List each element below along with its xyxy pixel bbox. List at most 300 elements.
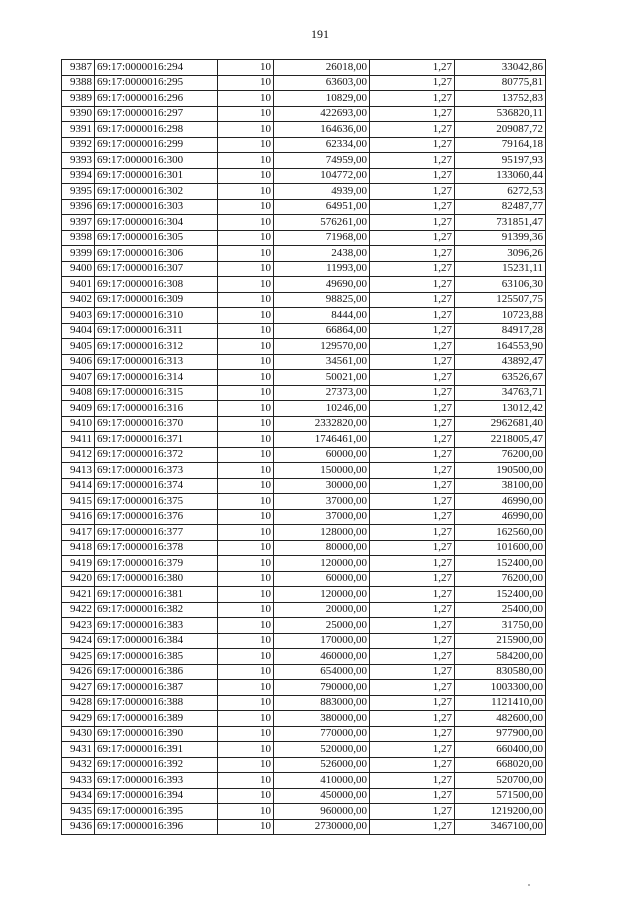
table-row: [62, 246, 546, 262]
result-value-cell: 13752,83: [455, 91, 546, 107]
base-value-cell: 883000,00: [274, 695, 370, 711]
base-value-cell: 60000,00: [274, 447, 370, 463]
table-row: [62, 91, 546, 107]
category-code-cell: 10: [218, 91, 274, 107]
cadastral-number-cell: 69:17:0000016:373: [95, 463, 218, 479]
base-value-cell: 64951,00: [274, 199, 370, 215]
coefficient-cell: 1,27: [370, 60, 455, 76]
coefficient-cell: 1,27: [370, 416, 455, 432]
coefficient-cell: 1,27: [370, 91, 455, 107]
base-value-cell: 120000,00: [274, 587, 370, 603]
coefficient-cell: 1,27: [370, 199, 455, 215]
table-row: [62, 106, 546, 122]
base-value-cell: 164636,00: [274, 122, 370, 138]
result-value-cell: 63106,30: [455, 277, 546, 293]
coefficient-cell: 1,27: [370, 571, 455, 587]
result-value-cell: 2962681,40: [455, 416, 546, 432]
coefficient-cell: 1,27: [370, 323, 455, 339]
cadastral-number-cell: 69:17:0000016:305: [95, 230, 218, 246]
cadastral-number-cell: 69:17:0000016:374: [95, 478, 218, 494]
row-number-cell: 9423: [62, 618, 95, 634]
row-number-cell: 9427: [62, 680, 95, 696]
cadastral-number-cell: 69:17:0000016:390: [95, 726, 218, 742]
category-code-cell: 10: [218, 323, 274, 339]
category-code-cell: 10: [218, 680, 274, 696]
result-value-cell: 584200,00: [455, 649, 546, 665]
result-value-cell: 536820,11: [455, 106, 546, 122]
table-row: [62, 370, 546, 386]
category-code-cell: 10: [218, 478, 274, 494]
table-row: [62, 819, 546, 835]
table-row: [62, 463, 546, 479]
category-code-cell: 10: [218, 695, 274, 711]
result-value-cell: 33042,86: [455, 60, 546, 76]
coefficient-cell: 1,27: [370, 246, 455, 262]
table-row: [62, 804, 546, 820]
category-code-cell: 10: [218, 773, 274, 789]
result-value-cell: 25400,00: [455, 602, 546, 618]
cadastral-number-cell: 69:17:0000016:309: [95, 292, 218, 308]
table-row: [62, 308, 546, 324]
result-value-cell: 1121410,00: [455, 695, 546, 711]
base-value-cell: 37000,00: [274, 494, 370, 510]
row-number-cell: 9436: [62, 819, 95, 835]
result-value-cell: 977900,00: [455, 726, 546, 742]
cadastral-number-cell: 69:17:0000016:385: [95, 649, 218, 665]
category-code-cell: 10: [218, 385, 274, 401]
coefficient-cell: 1,27: [370, 432, 455, 448]
base-value-cell: 71968,00: [274, 230, 370, 246]
base-value-cell: 25000,00: [274, 618, 370, 634]
base-value-cell: 74959,00: [274, 153, 370, 169]
row-number-cell: 9429: [62, 711, 95, 727]
cadastral-number-cell: 69:17:0000016:304: [95, 215, 218, 231]
category-code-cell: 10: [218, 230, 274, 246]
cadastral-number-cell: 69:17:0000016:396: [95, 819, 218, 835]
cadastral-number-cell: 69:17:0000016:297: [95, 106, 218, 122]
table-row: [62, 230, 546, 246]
base-value-cell: 8444,00: [274, 308, 370, 324]
cadastral-number-cell: 69:17:0000016:294: [95, 60, 218, 76]
table-row: [62, 122, 546, 138]
cadastral-number-cell: 69:17:0000016:316: [95, 401, 218, 417]
coefficient-cell: 1,27: [370, 308, 455, 324]
table-row: [62, 742, 546, 758]
table-row: [62, 602, 546, 618]
cadastral-number-cell: 69:17:0000016:380: [95, 571, 218, 587]
row-number-cell: 9391: [62, 122, 95, 138]
row-number-cell: 9402: [62, 292, 95, 308]
table-row: [62, 664, 546, 680]
coefficient-cell: 1,27: [370, 447, 455, 463]
coefficient-cell: 1,27: [370, 649, 455, 665]
result-value-cell: 482600,00: [455, 711, 546, 727]
base-value-cell: 380000,00: [274, 711, 370, 727]
table-row: [62, 618, 546, 634]
category-code-cell: 10: [218, 494, 274, 510]
cadastral-number-cell: 69:17:0000016:379: [95, 556, 218, 572]
row-number-cell: 9415: [62, 494, 95, 510]
category-code-cell: 10: [218, 184, 274, 200]
coefficient-cell: 1,27: [370, 773, 455, 789]
table-row: [62, 75, 546, 91]
row-number-cell: 9416: [62, 509, 95, 525]
result-value-cell: 162560,00: [455, 525, 546, 541]
cadastral-number-cell: 69:17:0000016:378: [95, 540, 218, 556]
table-row: [62, 261, 546, 277]
coefficient-cell: 1,27: [370, 742, 455, 758]
base-value-cell: 62334,00: [274, 137, 370, 153]
result-value-cell: 2218005,47: [455, 432, 546, 448]
coefficient-cell: 1,27: [370, 184, 455, 200]
table-row: [62, 494, 546, 510]
row-number-cell: 9394: [62, 168, 95, 184]
table-row: [62, 571, 546, 587]
coefficient-cell: 1,27: [370, 664, 455, 680]
result-value-cell: 6272,53: [455, 184, 546, 200]
base-value-cell: 120000,00: [274, 556, 370, 572]
result-value-cell: 1219200,00: [455, 804, 546, 820]
result-value-cell: 101600,00: [455, 540, 546, 556]
coefficient-cell: 1,27: [370, 168, 455, 184]
base-value-cell: 960000,00: [274, 804, 370, 820]
base-value-cell: 129570,00: [274, 339, 370, 355]
result-value-cell: 215900,00: [455, 633, 546, 649]
result-value-cell: 34763,71: [455, 385, 546, 401]
cadastral-number-cell: 69:17:0000016:388: [95, 695, 218, 711]
row-number-cell: 9418: [62, 540, 95, 556]
coefficient-cell: 1,27: [370, 494, 455, 510]
base-value-cell: 11993,00: [274, 261, 370, 277]
category-code-cell: 10: [218, 757, 274, 773]
coefficient-cell: 1,27: [370, 633, 455, 649]
cadastral-number-cell: 69:17:0000016:300: [95, 153, 218, 169]
category-code-cell: 10: [218, 308, 274, 324]
coefficient-cell: 1,27: [370, 618, 455, 634]
cadastral-number-cell: 69:17:0000016:312: [95, 339, 218, 355]
cadastral-number-cell: 69:17:0000016:301: [95, 168, 218, 184]
base-value-cell: 20000,00: [274, 602, 370, 618]
category-code-cell: 10: [218, 556, 274, 572]
category-code-cell: 10: [218, 649, 274, 665]
row-number-cell: 9428: [62, 695, 95, 711]
category-code-cell: 10: [218, 401, 274, 417]
cadastral-number-cell: 69:17:0000016:308: [95, 277, 218, 293]
coefficient-cell: 1,27: [370, 602, 455, 618]
table-row: [62, 556, 546, 572]
coefficient-cell: 1,27: [370, 587, 455, 603]
row-number-cell: 9432: [62, 757, 95, 773]
row-number-cell: 9389: [62, 91, 95, 107]
base-value-cell: 27373,00: [274, 385, 370, 401]
coefficient-cell: 1,27: [370, 478, 455, 494]
row-number-cell: 9434: [62, 788, 95, 804]
coefficient-cell: 1,27: [370, 695, 455, 711]
cadastral-number-cell: 69:17:0000016:375: [95, 494, 218, 510]
result-value-cell: 731851,47: [455, 215, 546, 231]
cadastral-number-cell: 69:17:0000016:391: [95, 742, 218, 758]
category-code-cell: 10: [218, 122, 274, 138]
coefficient-cell: 1,27: [370, 804, 455, 820]
base-value-cell: 170000,00: [274, 633, 370, 649]
base-value-cell: 63603,00: [274, 75, 370, 91]
category-code-cell: 10: [218, 370, 274, 386]
row-number-cell: 9399: [62, 246, 95, 262]
result-value-cell: 209087,72: [455, 122, 546, 138]
result-value-cell: 125507,75: [455, 292, 546, 308]
result-value-cell: 520700,00: [455, 773, 546, 789]
row-number-cell: 9392: [62, 137, 95, 153]
category-code-cell: 10: [218, 137, 274, 153]
coefficient-cell: 1,27: [370, 726, 455, 742]
row-number-cell: 9403: [62, 308, 95, 324]
registry-table-body: [62, 60, 546, 835]
row-number-cell: 9393: [62, 153, 95, 169]
cadastral-number-cell: 69:17:0000016:377: [95, 525, 218, 541]
category-code-cell: 10: [218, 804, 274, 820]
category-code-cell: 10: [218, 277, 274, 293]
category-code-cell: 10: [218, 153, 274, 169]
result-value-cell: 46990,00: [455, 494, 546, 510]
category-code-cell: 10: [218, 416, 274, 432]
table-row: [62, 757, 546, 773]
coefficient-cell: 1,27: [370, 788, 455, 804]
table-row: [62, 153, 546, 169]
coefficient-cell: 1,27: [370, 509, 455, 525]
result-value-cell: 31750,00: [455, 618, 546, 634]
coefficient-cell: 1,27: [370, 711, 455, 727]
base-value-cell: 60000,00: [274, 571, 370, 587]
result-value-cell: 91399,36: [455, 230, 546, 246]
coefficient-cell: 1,27: [370, 215, 455, 231]
coefficient-cell: 1,27: [370, 75, 455, 91]
table-row: [62, 649, 546, 665]
base-value-cell: 460000,00: [274, 649, 370, 665]
coefficient-cell: 1,27: [370, 819, 455, 835]
result-value-cell: 571500,00: [455, 788, 546, 804]
base-value-cell: 790000,00: [274, 680, 370, 696]
table-row: [62, 385, 546, 401]
coefficient-cell: 1,27: [370, 540, 455, 556]
base-value-cell: 654000,00: [274, 664, 370, 680]
base-value-cell: 520000,00: [274, 742, 370, 758]
row-number-cell: 9407: [62, 370, 95, 386]
result-value-cell: 43892,47: [455, 354, 546, 370]
table-row: [62, 401, 546, 417]
page-number: 191: [311, 27, 329, 41]
base-value-cell: 49690,00: [274, 277, 370, 293]
base-value-cell: 410000,00: [274, 773, 370, 789]
base-value-cell: 10829,00: [274, 91, 370, 107]
category-code-cell: 10: [218, 60, 274, 76]
row-number-cell: 9398: [62, 230, 95, 246]
cadastral-number-cell: 69:17:0000016:395: [95, 804, 218, 820]
cadastral-number-cell: 69:17:0000016:315: [95, 385, 218, 401]
result-value-cell: 10723,88: [455, 308, 546, 324]
cadastral-number-cell: 69:17:0000016:394: [95, 788, 218, 804]
table-row: [62, 184, 546, 200]
cadastral-number-cell: 69:17:0000016:306: [95, 246, 218, 262]
table-row: [62, 137, 546, 153]
result-value-cell: 79164,18: [455, 137, 546, 153]
row-number-cell: 9396: [62, 199, 95, 215]
row-number-cell: 9395: [62, 184, 95, 200]
coefficient-cell: 1,27: [370, 680, 455, 696]
table-row: [62, 587, 546, 603]
table-row: [62, 680, 546, 696]
result-value-cell: 63526,67: [455, 370, 546, 386]
result-value-cell: 84917,28: [455, 323, 546, 339]
table-row: [62, 711, 546, 727]
category-code-cell: 10: [218, 711, 274, 727]
base-value-cell: 98825,00: [274, 292, 370, 308]
row-number-cell: 9424: [62, 633, 95, 649]
table-row: [62, 416, 546, 432]
cadastral-number-cell: 69:17:0000016:298: [95, 122, 218, 138]
coefficient-cell: 1,27: [370, 339, 455, 355]
row-number-cell: 9412: [62, 447, 95, 463]
table-row: [62, 726, 546, 742]
coefficient-cell: 1,27: [370, 137, 455, 153]
base-value-cell: 2438,00: [274, 246, 370, 262]
coefficient-cell: 1,27: [370, 401, 455, 417]
table-row: [62, 633, 546, 649]
row-number-cell: 9422: [62, 602, 95, 618]
cadastral-number-cell: 69:17:0000016:387: [95, 680, 218, 696]
base-value-cell: 770000,00: [274, 726, 370, 742]
coefficient-cell: 1,27: [370, 385, 455, 401]
table-row: [62, 788, 546, 804]
cadastral-number-cell: 69:17:0000016:393: [95, 773, 218, 789]
category-code-cell: 10: [218, 168, 274, 184]
row-number-cell: 9410: [62, 416, 95, 432]
coefficient-cell: 1,27: [370, 106, 455, 122]
category-code-cell: 10: [218, 106, 274, 122]
base-value-cell: 80000,00: [274, 540, 370, 556]
table-row: [62, 525, 546, 541]
cadastral-number-cell: 69:17:0000016:381: [95, 587, 218, 603]
coefficient-cell: 1,27: [370, 354, 455, 370]
cadastral-number-cell: 69:17:0000016:310: [95, 308, 218, 324]
table-row: [62, 509, 546, 525]
result-value-cell: 76200,00: [455, 447, 546, 463]
result-value-cell: 13012,42: [455, 401, 546, 417]
cadastral-number-cell: 69:17:0000016:296: [95, 91, 218, 107]
result-value-cell: 830580,00: [455, 664, 546, 680]
cadastral-number-cell: 69:17:0000016:372: [95, 447, 218, 463]
coefficient-cell: 1,27: [370, 556, 455, 572]
coefficient-cell: 1,27: [370, 230, 455, 246]
cadastral-number-cell: 69:17:0000016:371: [95, 432, 218, 448]
table-row: [62, 540, 546, 556]
category-code-cell: 10: [218, 525, 274, 541]
category-code-cell: 10: [218, 339, 274, 355]
row-number-cell: 9400: [62, 261, 95, 277]
row-number-cell: 9387: [62, 60, 95, 76]
result-value-cell: 46990,00: [455, 509, 546, 525]
category-code-cell: 10: [218, 246, 274, 262]
category-code-cell: 10: [218, 540, 274, 556]
category-code-cell: 10: [218, 819, 274, 835]
category-code-cell: 10: [218, 354, 274, 370]
result-value-cell: 190500,00: [455, 463, 546, 479]
coefficient-cell: 1,27: [370, 525, 455, 541]
base-value-cell: 10246,00: [274, 401, 370, 417]
base-value-cell: 450000,00: [274, 788, 370, 804]
cadastral-number-cell: 69:17:0000016:376: [95, 509, 218, 525]
base-value-cell: 128000,00: [274, 525, 370, 541]
cadastral-number-cell: 69:17:0000016:303: [95, 199, 218, 215]
cadastral-number-cell: 69:17:0000016:302: [95, 184, 218, 200]
category-code-cell: 10: [218, 742, 274, 758]
row-number-cell: 9413: [62, 463, 95, 479]
category-code-cell: 10: [218, 509, 274, 525]
result-value-cell: 3096,26: [455, 246, 546, 262]
table-row: [62, 432, 546, 448]
row-number-cell: 9411: [62, 432, 95, 448]
base-value-cell: 1746461,00: [274, 432, 370, 448]
row-number-cell: 9419: [62, 556, 95, 572]
cadastral-number-cell: 69:17:0000016:389: [95, 711, 218, 727]
table-row: [62, 199, 546, 215]
cadastral-number-cell: 69:17:0000016:384: [95, 633, 218, 649]
category-code-cell: 10: [218, 664, 274, 680]
cadastral-number-cell: 69:17:0000016:313: [95, 354, 218, 370]
category-code-cell: 10: [218, 75, 274, 91]
base-value-cell: 2730000,00: [274, 819, 370, 835]
row-number-cell: 9426: [62, 664, 95, 680]
row-number-cell: 9397: [62, 215, 95, 231]
registry-table: [61, 59, 546, 835]
table-row: [62, 339, 546, 355]
row-number-cell: 9425: [62, 649, 95, 665]
base-value-cell: 66864,00: [274, 323, 370, 339]
result-value-cell: 82487,77: [455, 199, 546, 215]
category-code-cell: 10: [218, 587, 274, 603]
result-value-cell: 152400,00: [455, 587, 546, 603]
result-value-cell: 152400,00: [455, 556, 546, 572]
row-number-cell: 9421: [62, 587, 95, 603]
category-code-cell: 10: [218, 602, 274, 618]
result-value-cell: 76200,00: [455, 571, 546, 587]
cadastral-number-cell: 69:17:0000016:311: [95, 323, 218, 339]
cadastral-number-cell: 69:17:0000016:386: [95, 664, 218, 680]
coefficient-cell: 1,27: [370, 757, 455, 773]
table-row: [62, 277, 546, 293]
table-row: [62, 447, 546, 463]
row-number-cell: 9406: [62, 354, 95, 370]
cadastral-number-cell: 69:17:0000016:295: [95, 75, 218, 91]
category-code-cell: 10: [218, 215, 274, 231]
base-value-cell: 37000,00: [274, 509, 370, 525]
base-value-cell: 2332820,00: [274, 416, 370, 432]
cadastral-number-cell: 69:17:0000016:307: [95, 261, 218, 277]
base-value-cell: 150000,00: [274, 463, 370, 479]
table-row: [62, 354, 546, 370]
table-row: [62, 168, 546, 184]
base-value-cell: 4939,00: [274, 184, 370, 200]
category-code-cell: 10: [218, 788, 274, 804]
base-value-cell: 526000,00: [274, 757, 370, 773]
result-value-cell: 133060,44: [455, 168, 546, 184]
cadastral-number-cell: 69:17:0000016:314: [95, 370, 218, 386]
result-value-cell: 15231,11: [455, 261, 546, 277]
base-value-cell: 30000,00: [274, 478, 370, 494]
category-code-cell: 10: [218, 618, 274, 634]
coefficient-cell: 1,27: [370, 122, 455, 138]
row-number-cell: 9433: [62, 773, 95, 789]
result-value-cell: 164553,90: [455, 339, 546, 355]
